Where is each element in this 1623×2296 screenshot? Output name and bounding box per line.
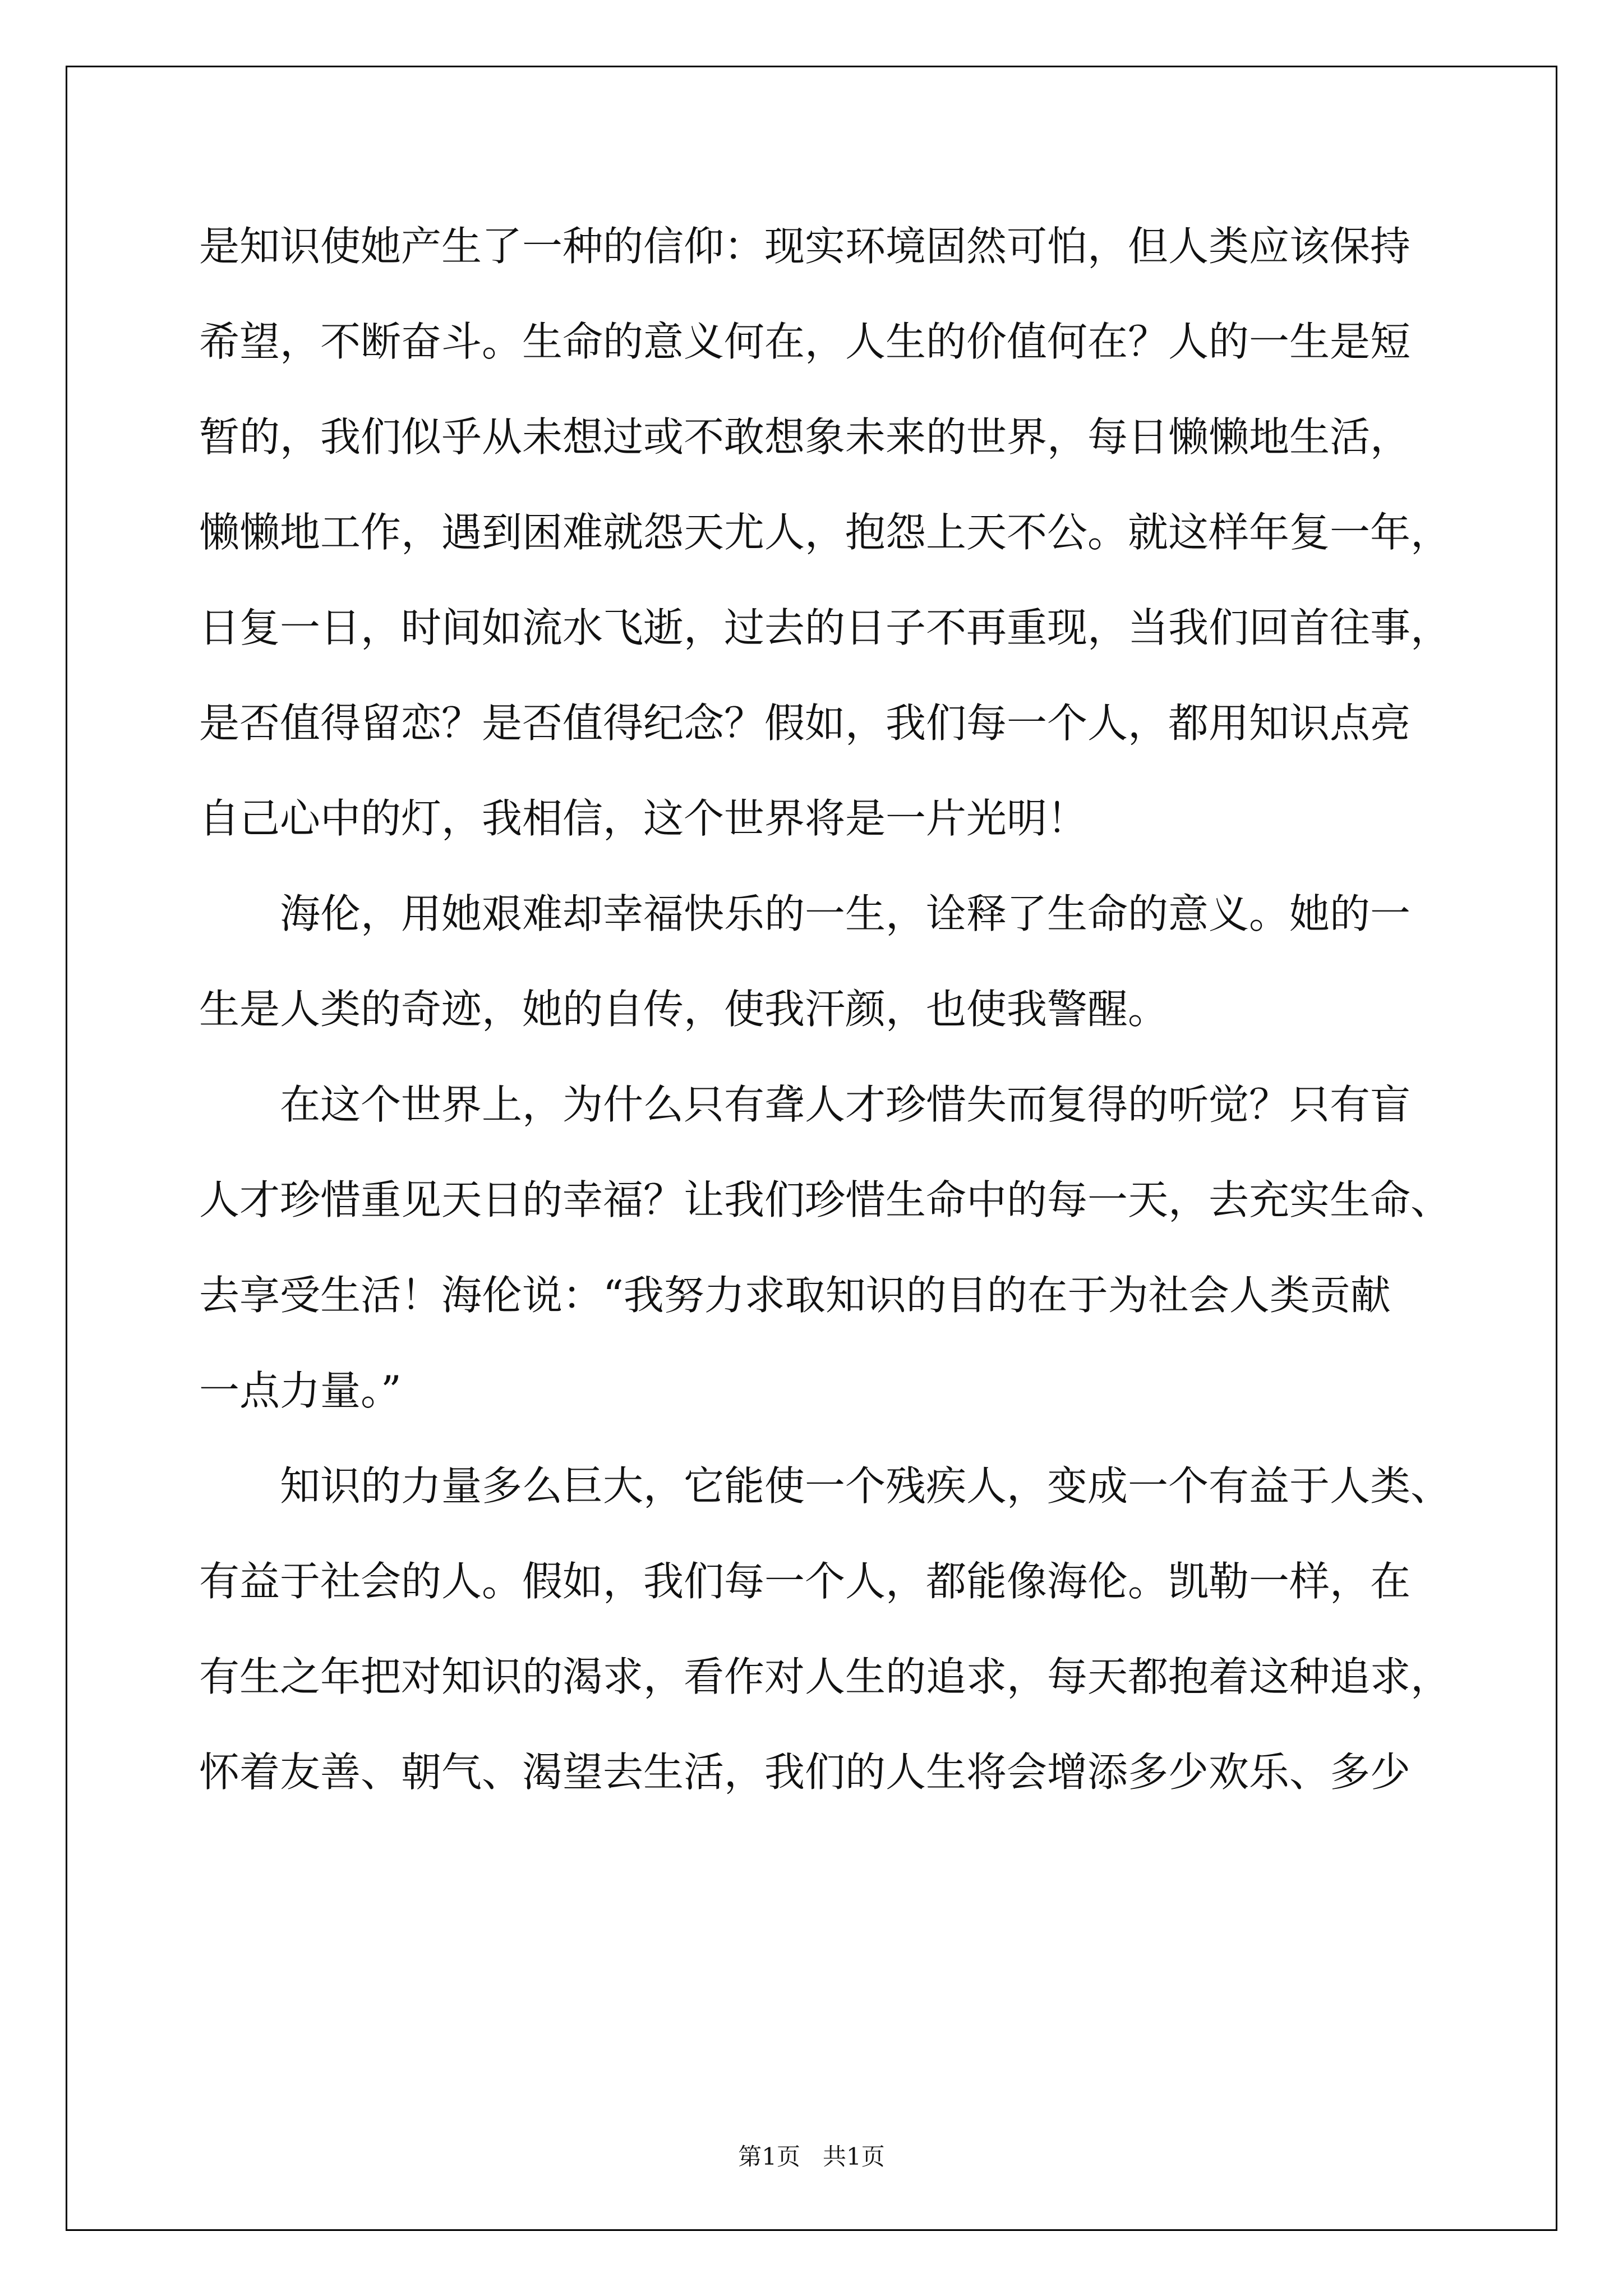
text-line: 有生之年把对知识的渴求，看作对人生的追求，每天都抱着这种追求， — [199, 1653, 1451, 1700]
text-line: 懒懒地工作，遇到困难就怨天尤人，抱怨上天不公。就这样年复一年， — [199, 509, 1451, 556]
text-line: 怀着友善、朝气、渴望去生活，我们的人生将会增添多少欢乐、多少 — [199, 1749, 1411, 1796]
text-line: 是否值得留恋？是否值得纪念？假如，我们每一个人，都用知识点亮 — [199, 700, 1411, 747]
text-line: 知识的力量多么巨大，它能使一个残疾人，变成一个有益于人类、 — [280, 1462, 1451, 1510]
text-line: 在这个世界上，为什么只有聋人才珍惜失而复得的听觉？只有盲 — [280, 1081, 1411, 1128]
text-line: 去享受生活！海伦说：“我努力求取知识的目的在于为社会人类贡献 — [199, 1272, 1391, 1319]
text-line: 暂的，我们似乎从未想过或不敢想象未来的世界，每日懒懒地生活， — [199, 413, 1411, 461]
text-line: 是知识使她产生了一种的信仰：现实环境固然可怕，但人类应该保持 — [199, 223, 1411, 270]
text-line: 一点力量。” — [199, 1367, 402, 1414]
text-line: 日复一日，时间如流水飞逝，过去的日子不再重现，当我们回首往事， — [199, 604, 1451, 651]
text-line: 自己心中的灯，我相信，这个世界将是一片光明！ — [199, 795, 1088, 842]
text-line: 人才珍惜重见天日的幸福？让我们珍惜生命中的每一天，去充实生命、 — [199, 1176, 1451, 1223]
document-body — [199, 215, 1451, 1837]
text-line: 有益于社会的人。假如，我们每一个人，都能像海伦。凯勒一样，在 — [199, 1558, 1411, 1605]
page-footer: 第1页 共1页 — [738, 2143, 885, 2170]
text-line: 希望，不断奋斗。生命的意义何在，人生的价值何在？人的一生是短 — [199, 318, 1411, 365]
text-line: 生是人类的奇迹，她的自传，使我汗颜，也使我警醒。 — [199, 986, 1169, 1033]
text-line: 海伦，用她艰难却幸福快乐的一生，诠释了生命的意义。她的一 — [280, 890, 1411, 937]
